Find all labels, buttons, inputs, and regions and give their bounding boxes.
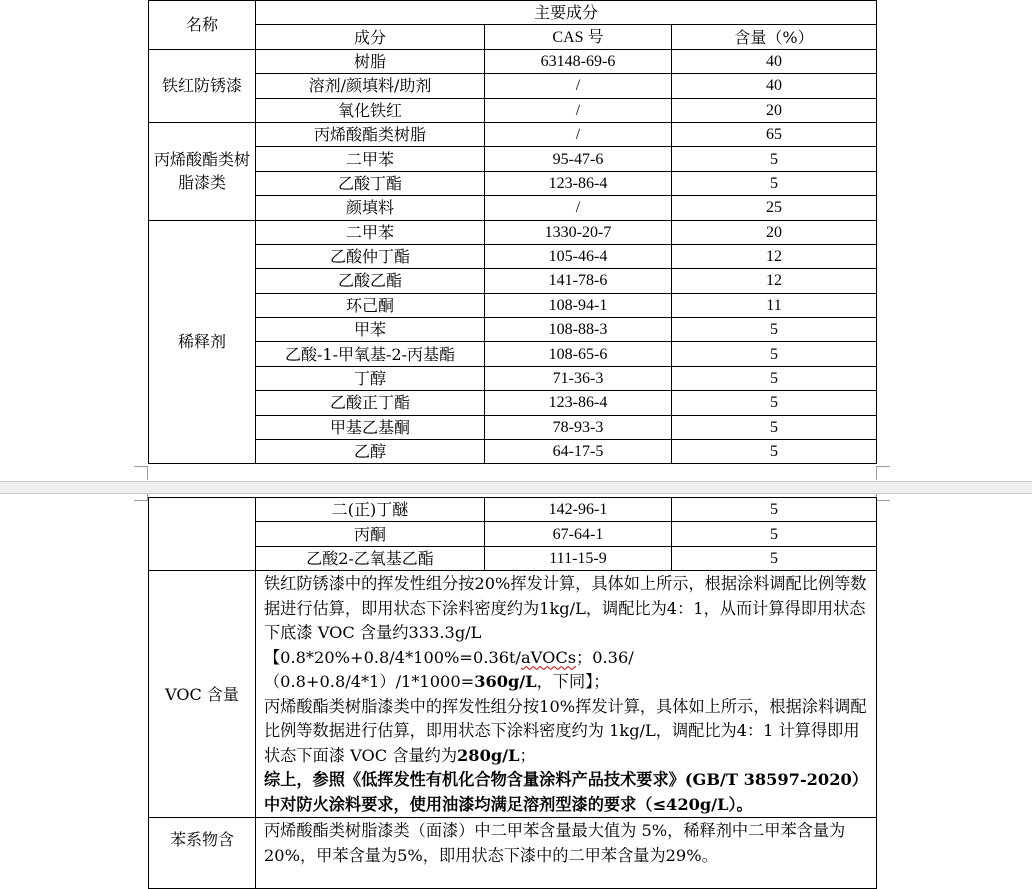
header-row-2	[149, 25, 877, 49]
ingredient-cell: 乙酸正丁酯	[256, 391, 485, 415]
table-row	[149, 98, 877, 122]
ingredient-cell: 溶剂/颜填料/助剂	[256, 74, 485, 98]
page-break	[0, 481, 1032, 494]
content-cell: 20	[672, 98, 877, 122]
content-cell: 5	[672, 415, 877, 439]
content-cell: 5	[672, 318, 877, 342]
voc-formula-unit: aVOCs	[521, 647, 577, 667]
content-cell: 5	[672, 147, 877, 171]
content-cell: 5	[672, 522, 877, 546]
content-cell: 5	[672, 546, 877, 570]
content-cell: 5	[672, 498, 877, 522]
ingredient-cell: 乙酸2-乙氧基乙酯	[256, 546, 485, 570]
content-cell: 12	[672, 269, 877, 293]
voc-paragraph-2	[264, 646, 870, 695]
benzene-text-cell: 丙烯酸酯类树脂漆类（面漆）中二甲苯含量最大值为 5%，稀释剂中二甲苯含量为20%，甲苯含量为5%，即用状态下漆中的二甲苯含量为29%。	[256, 818, 877, 889]
cas-cell: 123-86-4	[485, 171, 672, 195]
cas-cell: /	[485, 196, 672, 220]
table-row	[149, 415, 877, 439]
content-cell: 12	[672, 244, 877, 268]
table-row	[149, 498, 877, 522]
table-row	[149, 440, 877, 464]
cas-cell: 71-36-3	[485, 366, 672, 390]
ingredient-cell: 甲基乙基酮	[256, 415, 485, 439]
content-cell: 20	[672, 220, 877, 244]
table-row	[149, 49, 877, 73]
ingredient-cell: 丙烯酸酯类树脂	[256, 122, 485, 146]
ingredient-cell: 乙酸丁酯	[256, 171, 485, 195]
cas-cell: 141-78-6	[485, 269, 672, 293]
table-row	[149, 147, 877, 171]
table-row	[149, 74, 877, 98]
ingredient-cell: 二甲苯	[256, 147, 485, 171]
voc-paragraph-3-text: 丙烯酸酯类树脂漆类中的挥发性组分按10%挥发计算，具体如上所示，根据涂料调配比例等数据进行估算，即用状态下涂料密度约为 1kg/L，调配比为4：1 计算得即用状态下面漆 VOC 含量约为	[264, 696, 867, 765]
content-cell: 5	[672, 440, 877, 464]
cas-cell: 64-17-5	[485, 440, 672, 464]
header-cas-cell: CAS 号	[485, 25, 672, 49]
cas-cell: /	[485, 74, 672, 98]
cas-cell: 108-88-3	[485, 318, 672, 342]
cas-cell: 123-86-4	[485, 391, 672, 415]
header-ingredient-cell: 成分	[256, 25, 485, 49]
ingredient-cell: 甲苯	[256, 318, 485, 342]
voc-formula-end: ，下同】；	[536, 672, 610, 692]
voc-paragraph-3-end: ；	[519, 745, 536, 765]
content-cell: 40	[672, 74, 877, 98]
table-row	[149, 122, 877, 146]
voc-formula-mid: ；0.36/（0.8+0.8/4*1）/1*1000=	[264, 647, 634, 692]
voc-formula-start: 【0.8*20%+0.8/4*100%=0.36t/	[264, 647, 522, 667]
content-cell: 5	[672, 171, 877, 195]
benzene-label-cell: 苯系物含	[149, 818, 256, 889]
cas-cell: 108-65-6	[485, 342, 672, 366]
composition-table	[148, 0, 877, 464]
table-row	[149, 342, 877, 366]
content-cell: 11	[672, 293, 877, 317]
ingredient-cell: 二甲苯	[256, 220, 485, 244]
group-name-cell: 丙烯酸酯类树脂漆类	[149, 122, 256, 220]
cas-cell: /	[485, 122, 672, 146]
table-row	[149, 366, 877, 390]
cas-cell: 63148-69-6	[485, 49, 672, 73]
cas-cell: /	[485, 98, 672, 122]
table-row	[149, 391, 877, 415]
voc-conclusion: 综上，参照《低挥发性有机化合物含量涂料产品技术要求》(GB/T 38597-2020）中对防火涂料要求，使用油漆均满足溶剂型漆的要求（≤420g/L）。	[264, 770, 868, 814]
ingredient-cell: 颜填料	[256, 196, 485, 220]
voc-paragraph-3	[264, 695, 870, 769]
table-row	[149, 244, 877, 268]
ingredient-cell: 乙酸乙酯	[256, 269, 485, 293]
content-cell: 65	[672, 122, 877, 146]
content-cell: 5	[672, 391, 877, 415]
voc-result-360: 360g/L	[474, 672, 537, 692]
voc-text-cell	[256, 571, 877, 818]
content-cell: 5	[672, 366, 877, 390]
voc-paragraph-1: 铁红防锈漆中的挥发性组分按20%挥发计算，具体如上所示，根据涂料调配比例等数据进行估算，即用状态下涂料密度约为1kg/L，调配比为4：1，从而计算得即用状态下底漆 VOC 含量约333.3g/L	[264, 574, 867, 643]
table-row	[149, 171, 877, 195]
voc-row	[149, 571, 877, 818]
ingredient-cell: 树脂	[256, 49, 485, 73]
voc-result-280: 280g/L	[457, 745, 520, 765]
cas-cell: 1330-20-7	[485, 220, 672, 244]
table-row	[149, 196, 877, 220]
content-cell: 25	[672, 196, 877, 220]
cas-cell: 67-64-1	[485, 522, 672, 546]
table-row	[149, 220, 877, 244]
document-page-2	[0, 494, 1032, 865]
group-name-cell: 稀释剂	[149, 220, 256, 464]
ingredient-cell: 丁醇	[256, 366, 485, 390]
cas-cell: 95-47-6	[485, 147, 672, 171]
benzene-row	[149, 818, 877, 889]
header-content-cell: 含量（%）	[672, 25, 877, 49]
content-cell: 5	[672, 342, 877, 366]
group-name-cell-continued	[149, 498, 256, 571]
cas-cell: 108-94-1	[485, 293, 672, 317]
table-row	[149, 293, 877, 317]
content-cell: 40	[672, 49, 877, 73]
cas-cell: 142-96-1	[485, 498, 672, 522]
ingredient-cell: 乙醇	[256, 440, 485, 464]
cas-cell: 78-93-3	[485, 415, 672, 439]
voc-label-cell: VOC 含量	[149, 571, 256, 818]
group-name-cell: 铁红防锈漆	[149, 49, 256, 122]
ingredient-cell: 乙酸仲丁酯	[256, 244, 485, 268]
table-row	[149, 546, 877, 570]
cas-cell: 111-15-9	[485, 546, 672, 570]
header-row-1	[149, 1, 877, 25]
ingredient-cell: 二(正)丁醚	[256, 498, 485, 522]
composition-table-continued	[148, 497, 877, 889]
ingredient-cell: 乙酸-1-甲氧基-2-丙基酯	[256, 342, 485, 366]
header-name-cell: 名称	[149, 1, 256, 50]
table-row	[149, 269, 877, 293]
ingredient-cell: 丙酮	[256, 522, 485, 546]
table-row	[149, 522, 877, 546]
table-row	[149, 318, 877, 342]
ingredient-cell: 环己酮	[256, 293, 485, 317]
ingredient-cell: 氧化铁红	[256, 98, 485, 122]
header-main-cell: 主要成分	[256, 1, 877, 25]
cas-cell: 105-46-4	[485, 244, 672, 268]
